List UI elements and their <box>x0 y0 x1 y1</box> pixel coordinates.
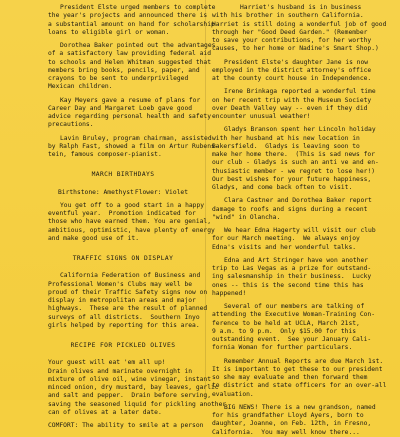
text-line: loans to eligible girl or woman. <box>48 28 170 36</box>
right-paragraph-7 <box>212 256 372 298</box>
text-line: those who have earned them. You are genial, <box>48 218 212 226</box>
text-line: Your guest will eat 'em all up! <box>48 359 166 367</box>
text-line: advice regarding personal health and safety <box>48 113 212 120</box>
intro-paragraph-1 <box>48 4 216 37</box>
text-line: for his grandfather Lloyd Ayers, born to <box>212 412 364 419</box>
birthstone-flower-row <box>48 189 198 197</box>
right-paragraph-1 <box>212 4 387 54</box>
text-line: on her recent trip with the Museum Society <box>212 96 372 104</box>
text-line: ambitious, optimistic, have plenty of energy <box>48 226 215 234</box>
text-line: crayons to be sent to underprivileged <box>48 75 189 82</box>
right-paragraph-6 <box>212 227 376 252</box>
text-line: our club - Gladys is such an anti ve and en- <box>212 159 379 167</box>
text-line: California Federation of Business and <box>60 272 201 280</box>
text-line: encounter unusual weather! <box>212 113 311 120</box>
text-line: You get off to a good start in a happy <box>60 201 205 209</box>
right-paragraph-5 <box>212 197 372 222</box>
text-line: Drain olives and marinate overnight in <box>48 367 193 375</box>
text-line: girls helped by reporting for this area. <box>48 321 200 329</box>
text-line: attending the Executive Woman-Training Con- <box>212 311 376 319</box>
text-line: thusiastic member - we regret to lose her!) <box>212 167 376 175</box>
text-line: Clara Castner and Dorothea Baker report <box>224 197 372 205</box>
text-line: fornia Woman for further particulars. <box>212 344 353 352</box>
right-column <box>212 4 387 436</box>
text-line: make her home there. (This is sad news for <box>212 151 376 158</box>
text-line: President Elste's daughter Jane is now <box>224 58 369 66</box>
text-line: It is important to get these to our president <box>212 365 383 373</box>
text-line: damage to roofs and signs during a recent <box>212 205 368 213</box>
text-line: 9 a.m. to 9 p.m. Only $15.00 for this <box>212 327 357 335</box>
text-line: Kay Meyers gave a resume of plans for <box>60 96 201 104</box>
text-line: precautions. <box>48 121 94 129</box>
right-paragraph-9 <box>212 357 387 399</box>
right-paragraph-3 <box>212 88 376 121</box>
text-line: employed in the district attorney's office <box>212 66 372 74</box>
traffic-signs-heading: TRAFFIC SIGNS ON DISPLAY <box>72 255 174 262</box>
intro-paragraph-4 <box>48 134 219 160</box>
text-line: to save your contributions, for her worthy <box>212 37 372 44</box>
text-line: daughter, Joanne, on Feb. 12th, in Fresno, <box>212 420 372 428</box>
text-line: Bakersfield. Gladys is leaving soon to <box>212 142 360 150</box>
right-paragraph-2 <box>212 58 372 84</box>
text-line: We hear Edna Hagerty will visit our club <box>224 227 376 234</box>
text-line: Several of our members are talking of <box>224 303 365 310</box>
text-line: with his brother in southern California. <box>212 12 364 20</box>
text-line: members bring books, pencils, paper, and <box>48 66 200 74</box>
text-line: Gladys Branson spent her Lincoln holiday <box>224 126 376 134</box>
traffic-paragraph <box>48 272 208 330</box>
olives-paragraph <box>48 359 227 417</box>
text-line: Our best wishes for your future happiness, <box>212 175 372 183</box>
text-line: causes, to her home or Nadine's Smart Shop.) <box>212 45 379 53</box>
text-line: through her "Good Deed Garden." (Remember <box>212 28 368 36</box>
text-line: President Elste urged members to complete <box>60 4 216 11</box>
birthstone-label: Birthstone: Amethyst <box>58 188 134 196</box>
text-line: at the county court house in Independence. <box>212 75 372 82</box>
text-line: can of olives at a later date. <box>48 408 162 416</box>
text-line: minced onion, dry mustard, bay leaves, garlic <box>48 384 219 391</box>
text-line: Gladys, and come back often to visit. <box>212 184 353 191</box>
text-line: Remember Annual Reports are due March 1st. <box>224 357 384 365</box>
text-line: BIG NEWS! There is a new grandson, named <box>224 403 376 411</box>
text-line: and make good use of it. <box>48 234 139 242</box>
text-line: so she may evaluate and then forward them <box>212 374 368 381</box>
left-column <box>48 4 227 429</box>
text-line: of a satisfactory law providing federal aid <box>48 50 212 58</box>
text-line: Irene Brinkaga reported a wonderful time <box>224 88 376 96</box>
text-line: Career Day and Margaret Loeb gave good <box>48 104 193 112</box>
intro-paragraph-2 <box>48 42 216 92</box>
text-line: Edna and Art Stringer have won another <box>224 256 369 264</box>
march-birthdays-heading: MARCH BIRTHDAYS <box>91 171 155 179</box>
text-line: Lavin Bruley, program chairman, assisted <box>60 134 212 142</box>
text-line: for our March meeting. We always enjoy <box>212 235 360 243</box>
right-paragraph-4 <box>212 126 379 192</box>
text-line: proud of their Traffic Safety signs now on <box>48 288 208 296</box>
pickled-olives-heading: RECIPE FOR PICKLED OLIVES <box>70 342 176 349</box>
right-paragraph-10 <box>212 403 376 437</box>
text-line: to district and state officers for an over-all <box>212 382 387 390</box>
text-line: Harriet's husband is in business <box>240 4 362 11</box>
text-line: trip to Las Vegas as a prize for outstand- <box>212 265 372 272</box>
text-line: over Death Valley way -- even if they did <box>212 104 368 112</box>
flower-label: Flower: Violet <box>134 188 188 196</box>
text-line: outstanding event. See your January Cali- <box>212 336 372 343</box>
text-line: "wind" in Olancha. <box>212 213 281 221</box>
birthdays-paragraph <box>48 201 215 243</box>
text-line: evaluation. <box>212 390 254 398</box>
intro-paragraph-3 <box>48 96 212 130</box>
text-line: display in metropolitan areas and major <box>48 297 196 304</box>
text-line: ing salesmanship in their business. Lucky <box>212 273 372 281</box>
text-line: Dorothea Baker pointed out the advantages <box>60 42 216 49</box>
text-line: highways. These are the result of planned <box>48 305 208 313</box>
text-line: California. You may well know there... <box>212 428 360 436</box>
text-line: Professional Women's Clubs may well be <box>48 280 193 288</box>
text-line: Mexican children. <box>48 83 113 91</box>
text-line: with her husband at his new location in <box>212 134 360 142</box>
text-line: ones -- this is the second time this has <box>212 281 364 289</box>
comfort-line: COMFORT: The ability to smile at a person <box>48 422 204 429</box>
text-line: Edna's visits and her wonderful talks. <box>212 243 357 251</box>
text-line: and salt and pepper. Drain before serving, <box>48 392 212 400</box>
text-line: Harriet is still doing a wonderful job of good <box>212 20 387 28</box>
text-line: the year's projects and announced there is <box>48 12 208 20</box>
right-paragraph-8 <box>212 303 376 353</box>
text-line: tein, famous composer-pianist. <box>48 151 162 158</box>
text-line: saving the seasoned liquid for pickling another <box>48 400 227 408</box>
text-line: eventful year. Promotion indicated for <box>48 210 196 217</box>
text-line: to schools and Helen Whitman suggested that <box>48 58 212 66</box>
text-line: mixture of olive oil, wine vinegar, instant <box>48 375 212 383</box>
text-line: happened! <box>212 289 247 297</box>
text-line: surveys of all districts. Southern Inyo <box>48 313 200 321</box>
text-line: by Ralph Fast, showed a film on Artur Rubens- <box>48 142 219 150</box>
text-line: ference to be held at UCLA, March 21st, <box>212 319 360 327</box>
text-line: a substantial amount on hand for scholarship <box>48 20 215 28</box>
